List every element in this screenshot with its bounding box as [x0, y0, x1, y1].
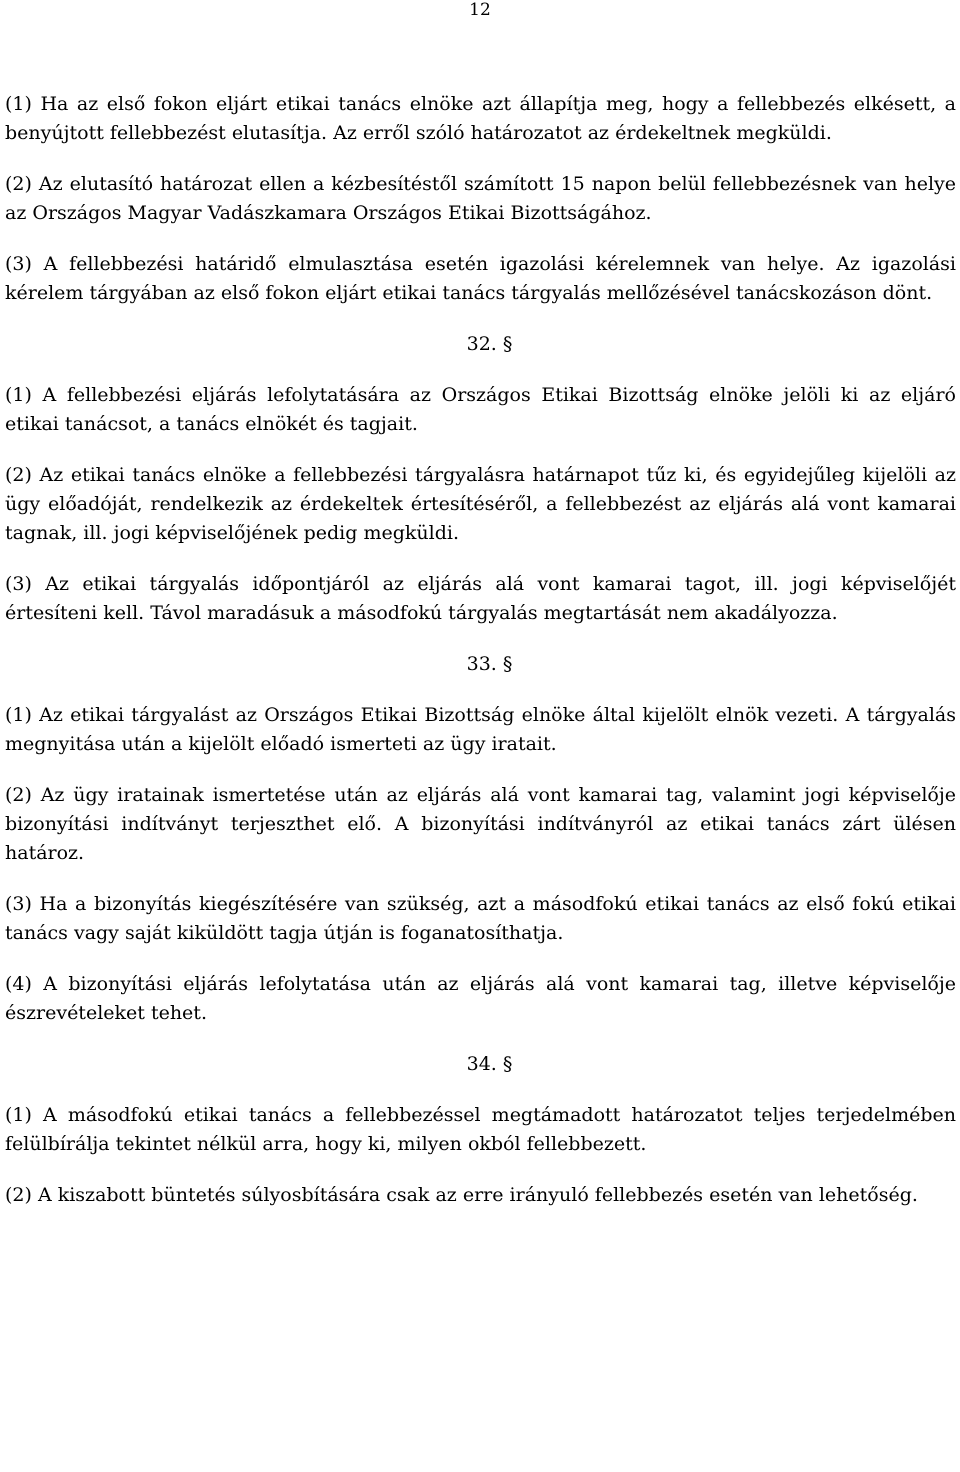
- paragraph: (4) A bizonyítási eljárás lefolytatása után az eljárás alá vont kamarai tag, illetve képviselője észrevételeket tehet.: [5, 973, 956, 1024]
- page-number: 12: [469, 0, 491, 20]
- paragraph: (2) Az ügy iratainak ismertetése után az eljárás alá vont kamarai tag, valamint jogi képviselője bizonyítási indítványt terjeszthet elő. A bizonyítási indítványról az etikai tanács zárt ülésen határoz.: [5, 784, 956, 864]
- paragraph: (3) Ha a bizonyítás kiegészítésére van szükség, azt a másodfokú etikai tanács az első fokú etikai tanács vagy saját kiküldött tagja útján is foganatosíthatja.: [5, 893, 956, 944]
- paragraph: (1) A másodfokú etikai tanács a fellebbezéssel megtámadott határozatot teljes terjedelmében felülbírálja tekintet nélkül arra, hogy ki, milyen okból fellebbezett.: [5, 1104, 956, 1155]
- paragraph: (2) A kiszabott büntetés súlyosbítására csak az erre irányuló fellebbezés esetén van lehetőség.: [5, 1184, 918, 1206]
- paragraph: (2) Az etikai tanács elnöke a fellebbezési tárgyalásra határnapot tűz ki, és egyidejűleg kijelöli az ügy előadóját, rendelkezik az érdekeltek értesítéséről, a fellebbezést az eljárás alá vont kamarai tagnak, ill. jogi képviselőjének pedig megküldi.: [5, 464, 956, 544]
- paragraph: (1) Az etikai tárgyalást az Országos Etikai Bizottság elnöke által kijelölt elnök vezeti. A tárgyalás megnyitása után a kijelölt előadó ismerteti az ügy iratait.: [5, 704, 956, 755]
- paragraph: (3) A fellebbezési határidő elmulasztása esetén igazolási kérelemnek van helye. Az igazolási kérelem tárgyában az első fokon eljárt etikai tanács tárgyalás mellőzésével tanácskozáson dönt.: [5, 253, 956, 304]
- section-heading: 33. §: [466, 653, 513, 675]
- section-heading: 32. §: [466, 333, 513, 355]
- paragraph: (3) Az etikai tárgyalás időpontjáról az eljárás alá vont kamarai tagot, ill. jogi képviselőjét értesíteni kell. Távol maradásuk a másodfokú tárgyalás megtartását nem akadályozza.: [5, 573, 956, 624]
- paragraph: (2) Az elutasító határozat ellen a kézbesítéstől számított 15 napon belül fellebbezésnek van helye az Országos Magyar Vadászkamara Országos Etikai Bizottságához.: [5, 173, 956, 224]
- paragraph: (1) A fellebbezési eljárás lefolytatására az Országos Etikai Bizottság elnöke jelöli ki az eljáró etikai tanácsot, a tanács elnökét és tagjait.: [5, 384, 956, 435]
- section-heading: 34. §: [466, 1053, 513, 1075]
- document-body: [5, 90, 956, 1210]
- paragraph: (1) Ha az első fokon eljárt etikai tanács elnöke azt állapítja meg, hogy a fellebbezés elkésett, a benyújtott fellebbezést elutasítja. Az erről szóló határozatot az érdekeltnek megküldi.: [5, 93, 956, 144]
